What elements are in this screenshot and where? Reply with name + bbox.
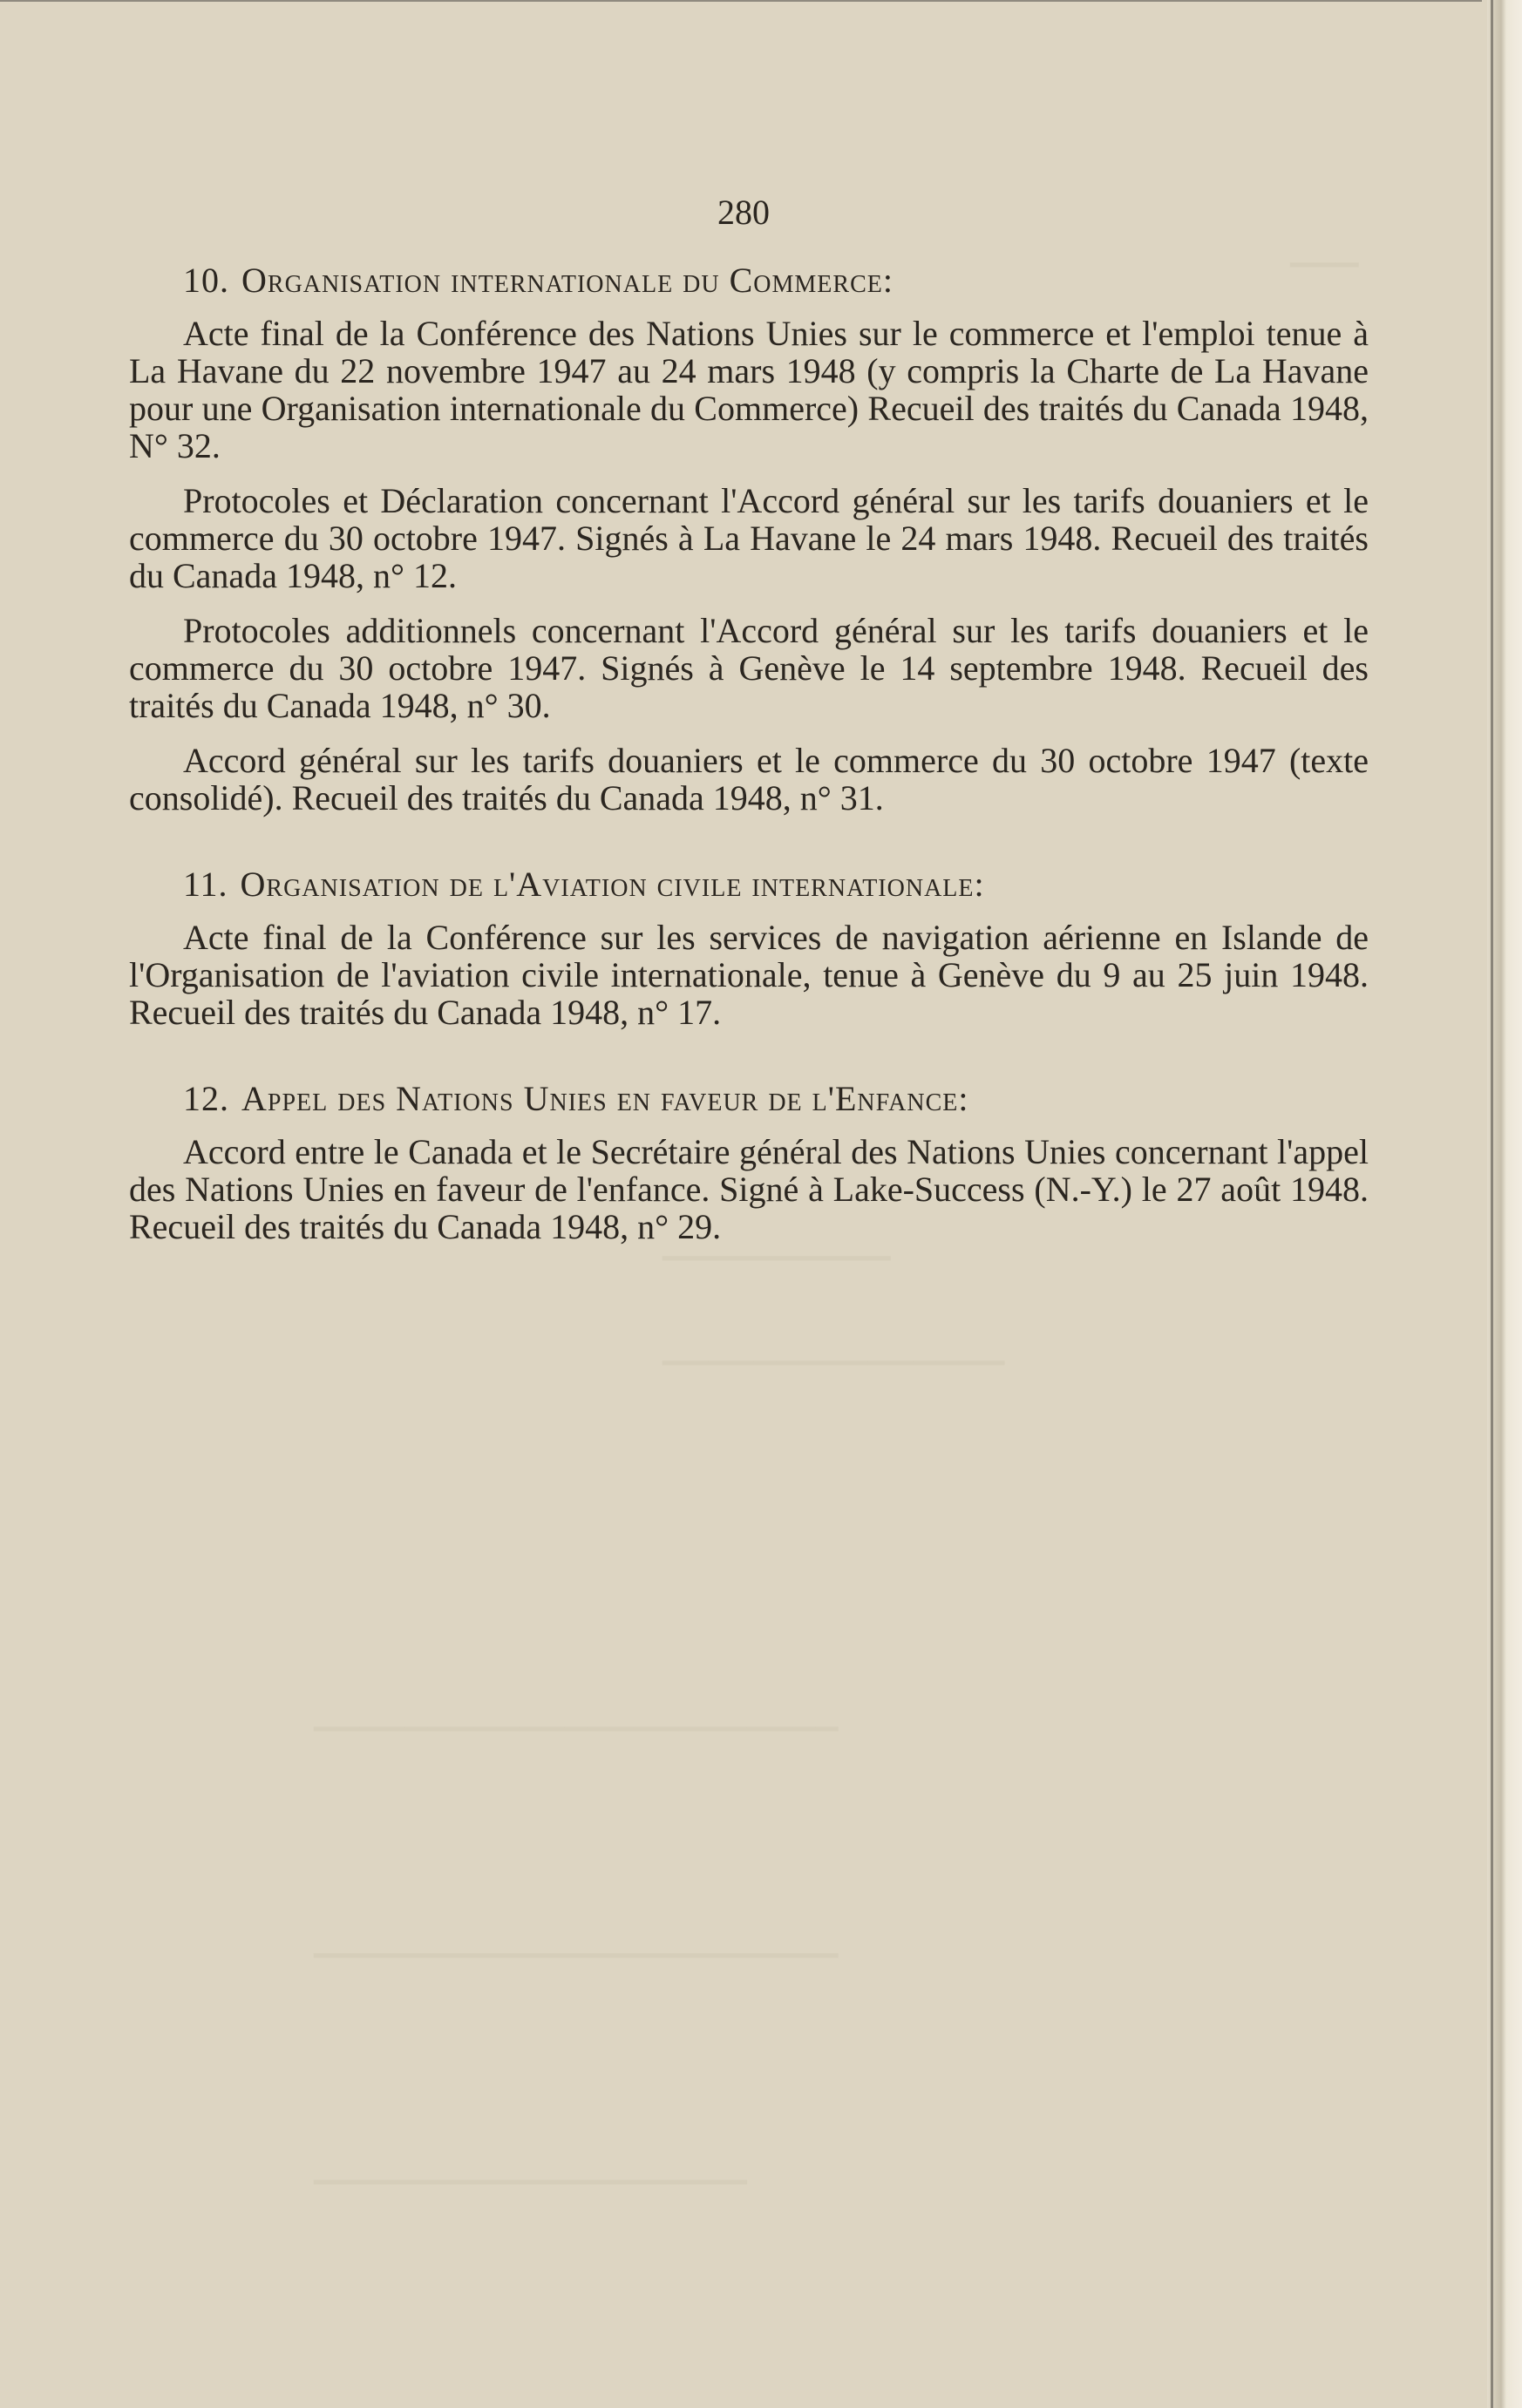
paragraph: Protocoles additionnels concernant l'Accord général sur les tarifs douaniers et le commerce du 30 octobre 1947. Signés à Genève le 14 septembre 1948. Recueil des traités du Canada 1948, n° 30.	[129, 611, 1369, 725]
section-heading	[183, 1080, 1369, 1117]
page-number: 280	[717, 193, 770, 232]
bleed-through-ghost: ▔▔▔▔▔▔▔▔▔▔▔▔▔▔▔	[662, 1363, 1005, 1395]
section-title: Organisation internationale du Commerce:	[241, 261, 893, 300]
section-commerce	[129, 261, 1369, 817]
paragraph: Accord général sur les tarifs douaniers et le commerce du 30 octobre 1947 (texte consolidé). Recueil des traités du Canada 1948, n° 31.	[129, 741, 1369, 817]
section-number: 11.	[183, 865, 228, 904]
section-title: Appel des Nations Unies en faveur de l'Enfance:	[241, 1079, 969, 1118]
paragraph: Protocoles et Déclaration concernant l'Accord général sur les tarifs douaniers et le commerce du 30 octobre 1947. Signés à La Havane le 24 mars 1948. Recueil des traités du Canada 1948, n° 12.	[129, 481, 1369, 595]
paragraph: Accord entre le Canada et le Secrétaire général des Nations Unies concernant l'appel des Nations Unies en faveur de l'enfance. Signé à Lake-Success (N.-Y.) le 27 août 1948. Recueil des traités du Canada 1948, n° 29.	[129, 1132, 1369, 1246]
bleed-through-ghost: ▔▔▔▔▔▔▔▔▔▔▔▔▔▔▔▔▔▔▔	[314, 2182, 747, 2215]
section-aviation	[129, 865, 1369, 1031]
page-top-edge	[0, 0, 1482, 2]
bleed-through-ghost: ▔▔▔▔▔▔▔▔▔▔	[662, 1258, 891, 1291]
page-content	[129, 261, 1369, 1294]
section-number: 12.	[183, 1079, 229, 1118]
section-heading	[183, 865, 1369, 903]
bleed-through-ghost: ▔▔▔	[1290, 265, 1359, 297]
section-childrens-appeal	[129, 1080, 1369, 1245]
section-heading	[183, 261, 1369, 299]
section-number: 10.	[183, 261, 229, 300]
bleed-through-ghost: ▔▔▔▔▔▔▔▔▔▔▔▔▔▔▔▔▔▔▔▔▔▔▔	[314, 1729, 839, 1761]
page-right-shadow-line	[1491, 0, 1493, 2408]
bleed-through-ghost: ▔▔▔▔▔▔▔▔▔▔▔▔▔▔▔▔▔▔▔▔▔▔▔	[314, 1956, 839, 1988]
paragraph: Acte final de la Conférence des Nations Unies sur le commerce et l'emploi tenue à La Havane du 22 novembre 1947 au 24 mars 1948 (y compris la Charte de La Havane pour une Organisation internationale du Commerce) Recueil des traités du Canada 1948, N° 32.	[129, 314, 1369, 465]
paragraph: Acte final de la Conférence sur les services de navigation aérienne en Islande de l'Organisation de l'aviation civile internationale, tenue à Genève du 9 au 25 juin 1948. Recueil des traités du Canada 1948, n° 17.	[129, 918, 1369, 1032]
section-title: Organisation de l'Aviation civile internationale:	[240, 865, 985, 904]
